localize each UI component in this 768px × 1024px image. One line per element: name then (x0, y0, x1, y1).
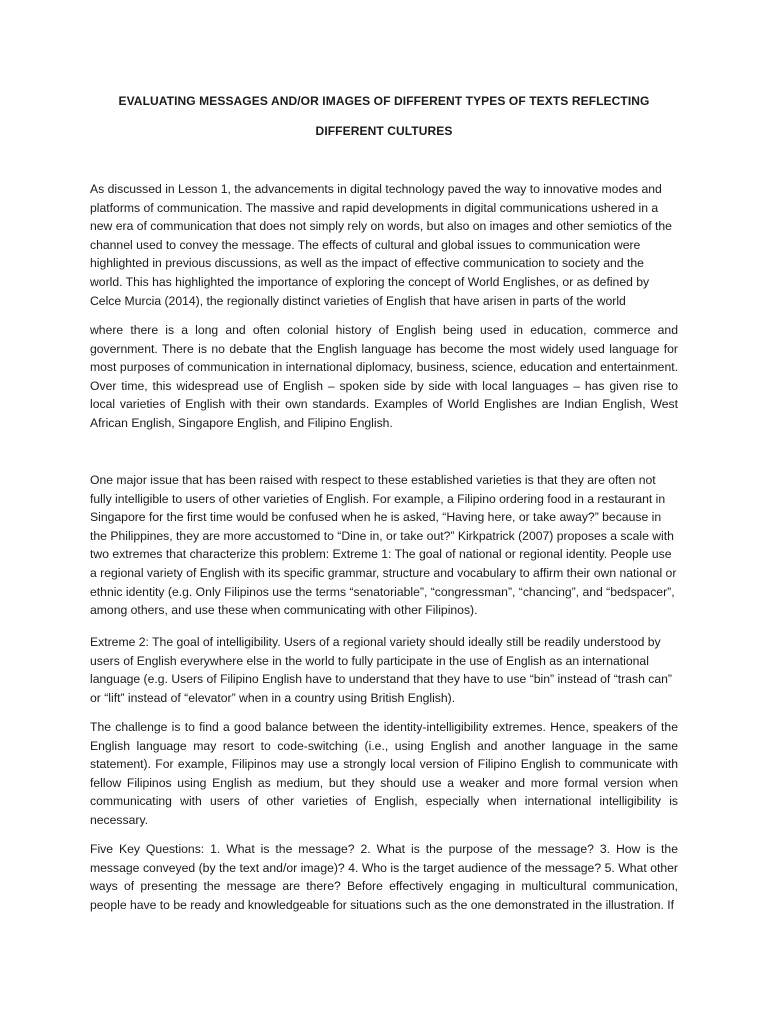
paragraph-5: The challenge is to find a good balance between the identity-intelligibility extremes. Hence, speakers of the English language may resort to code-switching (i.e., using English and another language in the same statement). For example, Filipinos may use a strongly local version of Filipino English to communicate with fellow Filipinos using English as medium, but they should use a weaker and more formal version when communicating with users of other varieties of English, especially when international intelligibility is necessary. (90, 720, 678, 827)
document-title-line-1: EVALUATING MESSAGES AND/OR IMAGES OF DIFFERENT TYPES OF TEXTS REFLECTING (118, 94, 650, 108)
paragraph-2: where there is a long and often colonial history of English being used in education, commerce and government. There is no debate that the English language has become the most widely used language for most purposes of communication in international diplomacy, business, science, education and entertainment. Over time, this widespread use of English – spoken side by side with local languages – has given rise to local varieties of English with their own standards. Examples of World Englishes are Indian English, West African English, Singapore English, and Filipino English. (90, 323, 678, 430)
paragraph-3: One major issue that has been raised with respect to these established varieties is that they are often not fully intelligible to users of other varieties of English. For example, a Filipino ordering food in a restaurant in Singapore for the first time would be confused when he is asked, “Having here, or take away?” because in the Philippines, they are more accustomed to “Dine in, or take out?” Kirkpatrick (2007) proposes a scale with two extremes that characterize this problem: Extreme 1: The goal of national or regional identity. People use a regional variety of English with its specific grammar, structure and vocabulary to affirm their own national or ethnic identity (e.g. Only Filipinos use the terms “senatoriable”, “congressman”, “chancing”, and “bedspacer”, among others, and use these when communicating with other Filipinos). (90, 473, 677, 618)
paragraph-1: As discussed in Lesson 1, the advancements in digital technology paved the way to innovative modes and platforms of communication. The massive and rapid developments in digital communications ushered in a new era of communication that does not simply rely on words, but also on images and other semiotics of the channel used to convey the message. The effects of cultural and global issues to communication were highlighted in previous discussions, as well as the impact of effective communication to society and the world. This has highlighted the importance of exploring the concept of World Englishes, or as defined by Celce Murcia (2014), the regionally distinct varieties of English that have arisen in parts of the world (90, 182, 672, 308)
document-title-line-2: DIFFERENT CULTURES (315, 124, 453, 138)
paragraph-4: Extreme 2: The goal of intelligibility. Users of a regional variety should ideally still be readily understood by users of English everywhere else in the world to fully participate in the use of English as an international language (e.g. Users of Filipino English have to understand that they have to use “bin” instead of “trash can” or “lift” instead of “elevator” when in a country using British English). (90, 635, 672, 705)
paragraph-6: Five Key Questions: 1. What is the message? 2. What is the purpose of the message? 3. How is the message conveyed (by the text and/or image)? 4. Who is the target audience of the message? 5. What other ways of presenting the message are there? Before effectively engaging in multicultural communication, people have to be ready and knowledgeable for situations such as the one demonstrated in the illustration. If (90, 842, 678, 912)
